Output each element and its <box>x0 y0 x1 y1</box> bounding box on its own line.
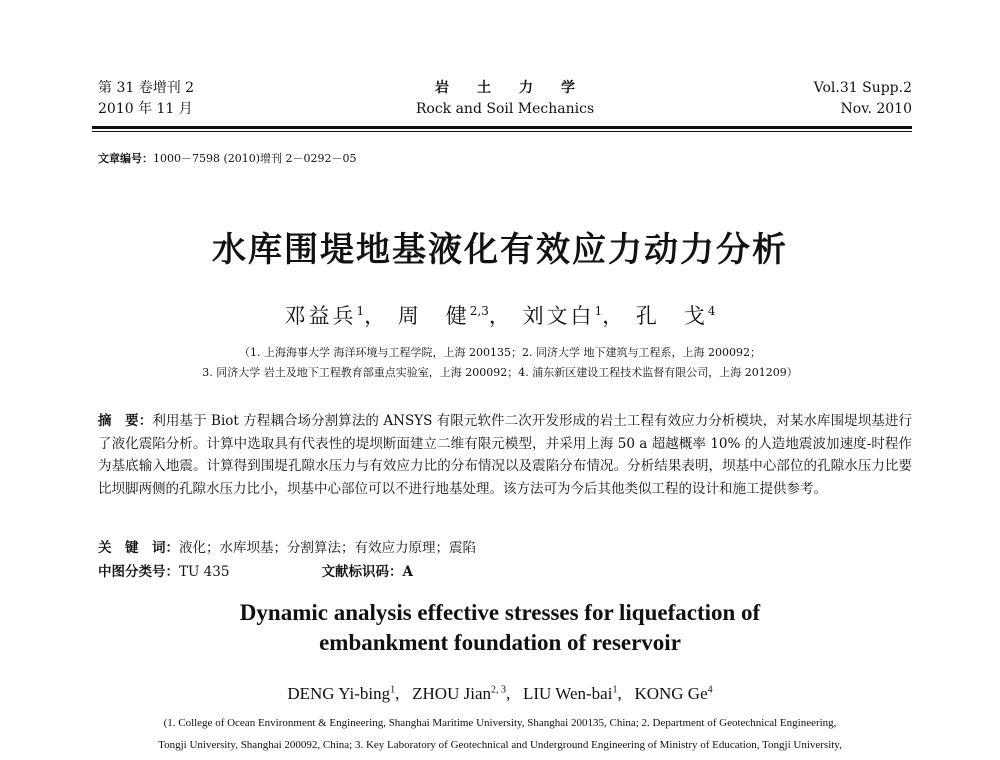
date-en: Nov. 2010 <box>840 101 912 117</box>
keywords-label: 关 键 词： <box>98 540 179 556</box>
author-en: ZHOU Jian <box>412 684 491 703</box>
authors-en: DENG Yi-bing$^1$, ZHOU Jian$^{2, 3}$, LIU Wen-bai$^1$, KONG Ge$^4$ <box>287 684 713 703</box>
author-en-affil-mark: 2, 3 <box>491 684 506 696</box>
authors-cn: 邓益兵$^1$， 周 健$^{2,3}$， 刘文白$^1$， 孔 戈$^4$ <box>284 304 716 328</box>
journal-name-cn: 岩土力学 <box>435 80 603 96</box>
author-en: DENG Yi-bing <box>287 684 391 703</box>
author-en-affil-mark: 1 <box>612 684 618 696</box>
author-cn-affil-mark: 4 <box>707 304 716 318</box>
title-en-line: Dynamic analysis effective stresses for liquefaction of <box>239 600 761 625</box>
author-en: KONG Ge <box>634 684 708 703</box>
abstract-text: 利用基于 Biot 方程耦合场分割算法的 ANSYS 有限元软件二次开发形成的岩土工程有效应力分析模块，对某水库围堤坝基进行了液化震陷分析。计算中选取具有代表性的堤坝断面建立二维有限元模型，并采用上海 50 a 超越概率 10% 的人造地震波加速度-时程作为基底输入地震。计算得到围堤孔隙水压力与有效应力比的分布情况以及震陷分布情况。分析结果表明，坝基中心部位的孔隙水压力比要比坝脚两侧的孔隙水压力比小，坝基中心部位可以不进行地基处理。该方法可为今后其他类似工程的设计和施工提供参考。 <box>98 413 912 497</box>
doc-code-value: A <box>402 564 413 580</box>
volume-en: Vol.31 Supp.2 <box>813 80 912 96</box>
author-cn: 邓益兵 <box>284 304 357 328</box>
doc-code-label: 文献标识码： <box>321 564 403 580</box>
author-cn-affil-mark: 1 <box>594 304 603 318</box>
article-number-value: 1000－7598 (2010)增刊 2－0292－05 <box>153 152 357 165</box>
header-center <box>98 78 912 120</box>
classification-line <box>98 560 413 580</box>
author-cn-affil-mark: 1 <box>356 304 365 318</box>
affiliation-cn-line: 3. 同济大学 岩土及地下工程教育部重点实验室，上海 200092；4. 浦东新区建设工程技术监督有限公司，上海 201209） <box>202 366 798 379</box>
header-rule-thick <box>92 126 912 129</box>
keywords-cn <box>98 536 912 556</box>
article-number-label: 文章编号： <box>98 152 153 165</box>
article-number <box>98 150 357 166</box>
abstract-label: 摘 要： <box>98 413 153 429</box>
date-cn: 2010 年 11 月 <box>98 101 193 117</box>
affiliation-en-line: (1. College of Ocean Environment & Engineering, Shanghai Maritime University, Shanghai 200135, China; 2. Department of Geotechnical Engineering, <box>163 717 837 729</box>
title-cn: 水库围堤地基液化有效应力动力分析 <box>212 230 788 270</box>
title-en-line: embankment foundation of reservoir <box>319 630 681 655</box>
volume-cn: 第 31 卷增刊 2 <box>98 80 195 96</box>
author-en-affil-mark: 4 <box>707 684 713 696</box>
affiliations-cn <box>0 343 1000 383</box>
author-en: LIU Wen-bai <box>523 684 613 703</box>
author-cn: 周 健 <box>397 304 470 328</box>
keywords-text: 液化；水库坝基；分割算法；有效应力原理；震陷 <box>179 540 476 556</box>
affiliations-en <box>0 712 1000 756</box>
author-cn-affil-mark: 2,3 <box>469 304 489 318</box>
title-en <box>0 598 1000 658</box>
running-header <box>98 78 912 122</box>
abstract-cn <box>98 410 912 500</box>
header-rule-thin <box>92 131 912 132</box>
affiliation-cn-line: （1. 上海海事大学 海洋环境与工程学院，上海 200135；2. 同济大学 地下建筑与工程系，上海 200092； <box>239 346 761 359</box>
author-en-affil-mark: 1 <box>390 684 396 696</box>
clc-value: TU 435 <box>179 564 230 580</box>
author-cn: 刘文白 <box>522 304 595 328</box>
header-right <box>814 78 912 120</box>
clc-label: 中图分类号： <box>98 564 179 580</box>
journal-name-en: Rock and Soil Mechanics <box>415 101 595 117</box>
author-cn: 孔 戈 <box>635 304 708 328</box>
affiliation-en-line: Tongji University, Shanghai 200092, China; 3. Key Laboratory of Geotechnical and Underground Engineering of Ministry of Education, Tongji University, <box>158 739 842 751</box>
